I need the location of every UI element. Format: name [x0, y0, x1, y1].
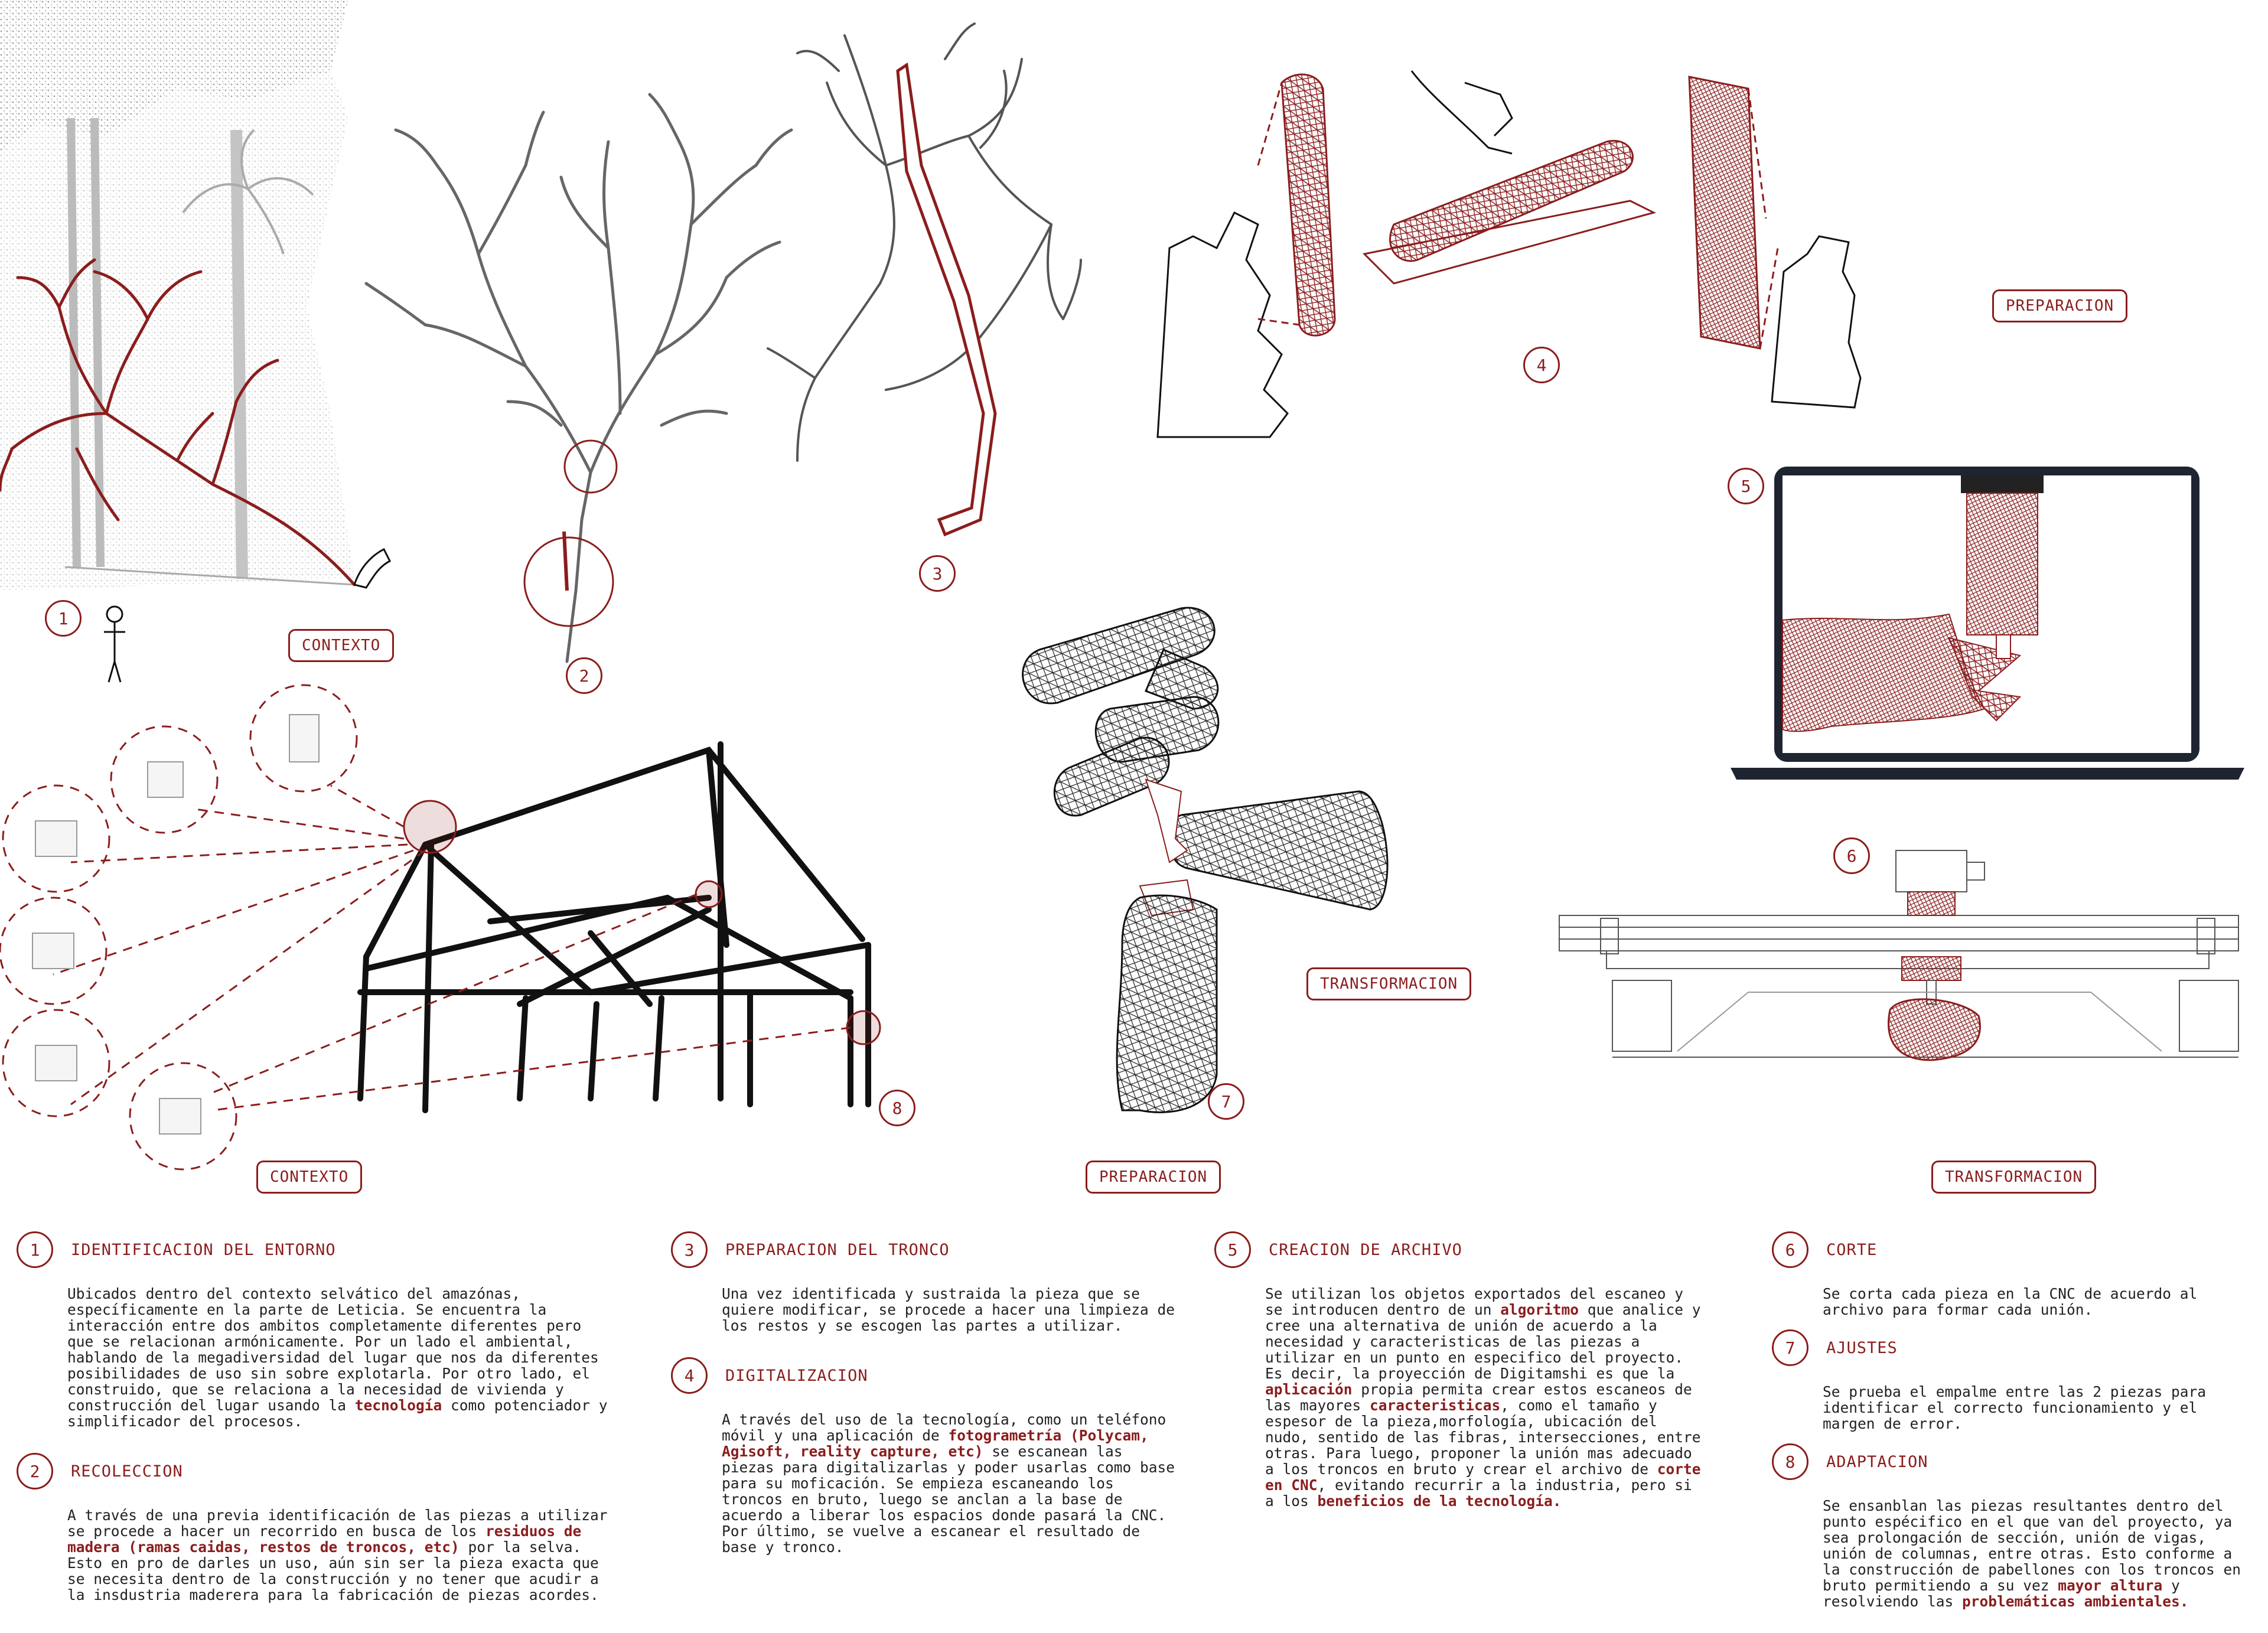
- highlight-text: beneficios de la tecnología.: [1317, 1492, 1562, 1510]
- step-3: [671, 1231, 1179, 1334]
- highlight-text: caracteristicas: [1370, 1397, 1501, 1414]
- text-column-2: [671, 1231, 1179, 1579]
- stage-label-transformacion-mid: TRANSFORMACION: [1306, 967, 1471, 1000]
- joint-detail-blocks: [32, 715, 319, 1134]
- body-text: se escanean las piezas para digitalizarlas y poder usarlas como base para su moficación. Se empieza escaneando los troncos en bruto, luego se anclan a la base de acuerdo a liberar los espacios donde pasará la CNC. Por último, se vuelve a escanear el resultado de base y tronco.: [722, 1443, 1175, 1556]
- text-column-4: [1772, 1231, 2250, 1633]
- body-text: A través de una previa identificación de las piezas a utilizar se procede a hacer un recorrido en busca de los: [67, 1507, 608, 1540]
- body-text: Se ensanblan las piezas resultantes dentro del punto espécifico en el que van del proyecto, ya sea prolongación de sección, unión de vigas, unión de columnas, entre otras. Esto conforme a la construcción de pabellones con los troncos en bruto permitiendo a su vez: [1823, 1497, 2241, 1594]
- body-text: Ubicados dentro del contexto selvático del amazónas, específicamente en la parte de Leticia. Se encuentra la interacción entre dos ambitos completamente diferentes pero que se relacionan armónicamente. Por un lado el ambiental, hablando de la megadiversidad del lugar que nos da diferentes posibilidades de uso sin sobre explotarla. Por otro lado, el construido, que se relaciona a la necesidad de vivienda y construcción del lugar usando la: [67, 1285, 599, 1414]
- step-number: 3: [671, 1231, 708, 1268]
- step-number: 5: [1214, 1231, 1251, 1268]
- stage-label-contexto-bottom: CONTEXTO: [256, 1161, 362, 1194]
- step-description: [722, 1286, 1179, 1334]
- laptop-cnc-drawing: [1731, 467, 2244, 780]
- highlight-text: algoritmo: [1500, 1301, 1579, 1318]
- text-column-1: [17, 1231, 613, 1627]
- step-number: 2: [17, 1453, 53, 1489]
- step-title: CREACION DE ARCHIVO: [1269, 1240, 1462, 1259]
- body-text: Una vez identificada y sustraida la pieza que se quiere modificar, se procede a hacer una limpieza de los restos y se escogen las partes a utilizar.: [722, 1285, 1175, 1334]
- step-title: CORTE: [1826, 1240, 1878, 1259]
- step-description: [722, 1412, 1179, 1555]
- step-title: RECOLECCION: [71, 1462, 183, 1481]
- text-column-3: [1214, 1231, 1705, 1533]
- step-5: [1214, 1231, 1705, 1509]
- step-number: 6: [1772, 1231, 1808, 1268]
- figure-number-1: 1: [45, 600, 82, 637]
- stage-label-contexto-top: CONTEXTO: [288, 629, 394, 662]
- body-text: por la selva. Esto en pro de darles un uso, aún sin ser la pieza exacta que se necesita dentro de la construcción y no tener que acudir a la insdustria maderera para la fabricación de piezas acordes.: [67, 1539, 599, 1603]
- body-text: Se utilizan los objetos exportados del escaneo y se introducen dentro de un: [1265, 1285, 1684, 1318]
- step-title: ADAPTACION: [1826, 1452, 1928, 1471]
- highlight-text: mayor altura: [2058, 1577, 2163, 1594]
- figure-number-8: 8: [879, 1090, 915, 1126]
- branch-selection-drawing: [768, 24, 1081, 534]
- stage-label-preparacion-top: PREPARACION: [1992, 289, 2127, 322]
- tree-detail-circles: [524, 441, 617, 626]
- step-description: [67, 1286, 613, 1429]
- highlight-text: aplicación: [1265, 1381, 1353, 1398]
- body-text: como potenciador y simplificador del procesos.: [67, 1397, 608, 1430]
- stage-label-preparacion-bottom: PREPARACION: [1086, 1161, 1221, 1194]
- step-title: DIGITALIZACION: [725, 1366, 868, 1385]
- step-description: [1823, 1384, 2250, 1432]
- scanning-drawing: [1158, 71, 1860, 437]
- step-description: [1823, 1498, 2250, 1609]
- body-text: Se prueba el empalme entre las 2 piezas para identificar el correcto funcionamiento y el margen de error.: [1823, 1383, 2207, 1432]
- wireframe-joint-drawing: [1023, 608, 1387, 1112]
- step-title: AJUSTES: [1826, 1338, 1898, 1357]
- figure-number-7: 7: [1208, 1083, 1244, 1120]
- step-description: [1265, 1286, 1705, 1509]
- body-text: , como el tamaño y espesor de la pieza,morfología, ubicación del nudo, sentido de las fibras, intersecciones, entre otras. Para luego, proponer la unión mas adecuado a los troncos en bruto y crear el archivo de: [1265, 1397, 1701, 1478]
- step-title: IDENTIFICACION DEL ENTORNO: [71, 1240, 336, 1259]
- body-text: y resolviendo las: [1823, 1577, 2180, 1610]
- step-8: [1772, 1443, 2250, 1609]
- highlight-text: problemáticas ambientales.: [1962, 1593, 2189, 1610]
- step-number: 7: [1772, 1329, 1808, 1366]
- body-text: Se corta cada pieza en la CNC de acuerdo al archivo para formar cada unión.: [1823, 1285, 2198, 1318]
- cnc-machine-drawing: [1559, 850, 2238, 1060]
- step-description: [1823, 1286, 2250, 1318]
- highlight-text: tecnología: [354, 1397, 442, 1414]
- forest-context-drawing: [0, 0, 390, 682]
- stage-label-transformacion-bottom: TRANSFORMACION: [1931, 1161, 2096, 1194]
- step-7: [1772, 1329, 2250, 1432]
- step-description: [67, 1507, 613, 1603]
- figure-number-5: 5: [1728, 468, 1764, 504]
- tree-outline-drawing: [366, 94, 791, 661]
- figure-number-3: 3: [919, 555, 956, 592]
- figure-number-2: 2: [566, 657, 602, 694]
- highlight-text: residuos de madera (ramas caidas, restos de troncos, etc): [67, 1523, 582, 1556]
- body-text: , evitando recurrir a la industria, pero si a los: [1265, 1476, 1692, 1510]
- step-6: [1772, 1231, 2250, 1318]
- step-1: [17, 1231, 613, 1429]
- step-2: [17, 1453, 613, 1603]
- body-text: que analice y cree una alternativa de unión de acuerdo a la necesidad y caracteristicas de las piezas a utilizar en un punto en especifico del proyecto. Es decir, la proyección de Digitamshi es que la: [1265, 1301, 1701, 1382]
- step-4: [671, 1357, 1179, 1555]
- figure-number-4: 4: [1523, 347, 1560, 383]
- step-number: 4: [671, 1357, 708, 1394]
- step-title: PREPARACION DEL TRONCO: [725, 1240, 950, 1259]
- step-number: 1: [17, 1231, 53, 1268]
- highlight-text: fotogrametría (Polycam, Agisoft, reality capture, etc): [722, 1427, 1149, 1460]
- body-text: propia permita crear estos escaneos de las mayores: [1265, 1381, 1692, 1414]
- figure-number-6: 6: [1833, 837, 1870, 874]
- step-number: 8: [1772, 1443, 1808, 1480]
- highlight-text: corte en CNC: [1265, 1461, 1701, 1494]
- body-text: A través del uso de la tecnología, como un teléfono móvil y una aplicación de: [722, 1411, 1166, 1444]
